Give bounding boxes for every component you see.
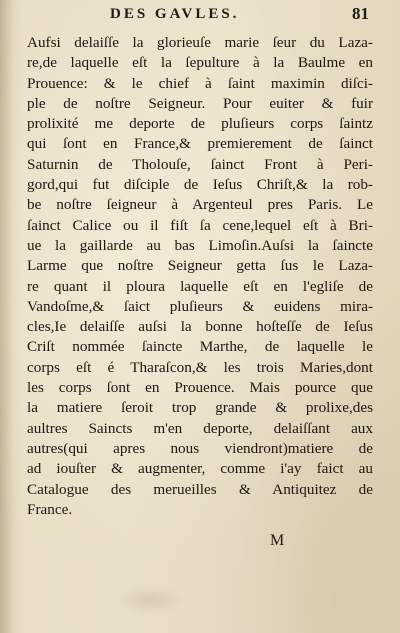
page-number: 81 (352, 4, 369, 23)
body-text (27, 33, 373, 520)
text-line: ſainct Calice ou il fiſt ſa cene,lequel eſt à Bri- (27, 216, 373, 234)
text-line: ple de noſtre Seigneur. Pour euiter & fuir (27, 94, 373, 112)
text-line: Catalogue des merueilles & Antiquitez de (27, 480, 373, 498)
text-line: France. (27, 500, 73, 518)
text-line: Saturnin de Tholouſe, ſainct Front à Peri- (27, 155, 373, 173)
paper-stain (115, 585, 185, 615)
text-line: la matiere ſeroit trop grande & prolixe,des (27, 399, 373, 417)
text-line: corps eſt é Tharaſcon,& les trois Maries,dont (27, 358, 373, 376)
text-line: autres(qui apres nous viendront)matiere de (27, 439, 373, 457)
text-line: Larme que noſtre Seigneur getta ſus le Laza- (27, 257, 373, 275)
text-line: Prouence: & le chief à ſaint maximin diſci- (27, 74, 373, 92)
text-line: qui ſont en France,& premierement de ſainct (27, 135, 373, 153)
text-line: ue la gaillarde au bas Limoſin.Auſsi la ſaincte (27, 236, 373, 254)
text-line: ad iouſter & augmenter, comme i'ay faict au (27, 460, 373, 478)
text-line: cles,Ie delaiſſe auſsi la bonne hoſteſſe de Ieſus (27, 318, 373, 336)
text-line: re quant il ploura laquelle eſt en l'egliſe de (27, 277, 373, 295)
gutter-shadow (0, 0, 14, 633)
text-line: Vandoſme,& ſaict pluſieurs & euidens mira- (27, 297, 373, 315)
text-line: gord,qui fut diſciple de Ieſus Chriſt,& la rob- (27, 176, 373, 194)
text-line: les corps ſont en Prouence. Mais pource que (27, 379, 373, 397)
text-line: be noſtre ſeigneur à Argenteul pres Paris. Le (27, 196, 373, 214)
running-head: DES GAVLES. (110, 6, 240, 22)
text-line: prolixité me deporte de pluſieurs corps ſaintz (27, 115, 373, 133)
signature-mark: M (270, 532, 285, 549)
page-header (0, 4, 400, 26)
text-line: Criſt nommée ſaincte Marthe, de laquelle le (27, 338, 373, 356)
text-line: re,de laquelle eſt la ſepulture à la Baulme en (27, 54, 373, 72)
text-line: Aufsi delaiſſe la glorieuſe marie ſeur du Laza- (27, 34, 373, 51)
text-line: aultres Saincts m'en deporte, delaiſſant aux (27, 419, 373, 437)
